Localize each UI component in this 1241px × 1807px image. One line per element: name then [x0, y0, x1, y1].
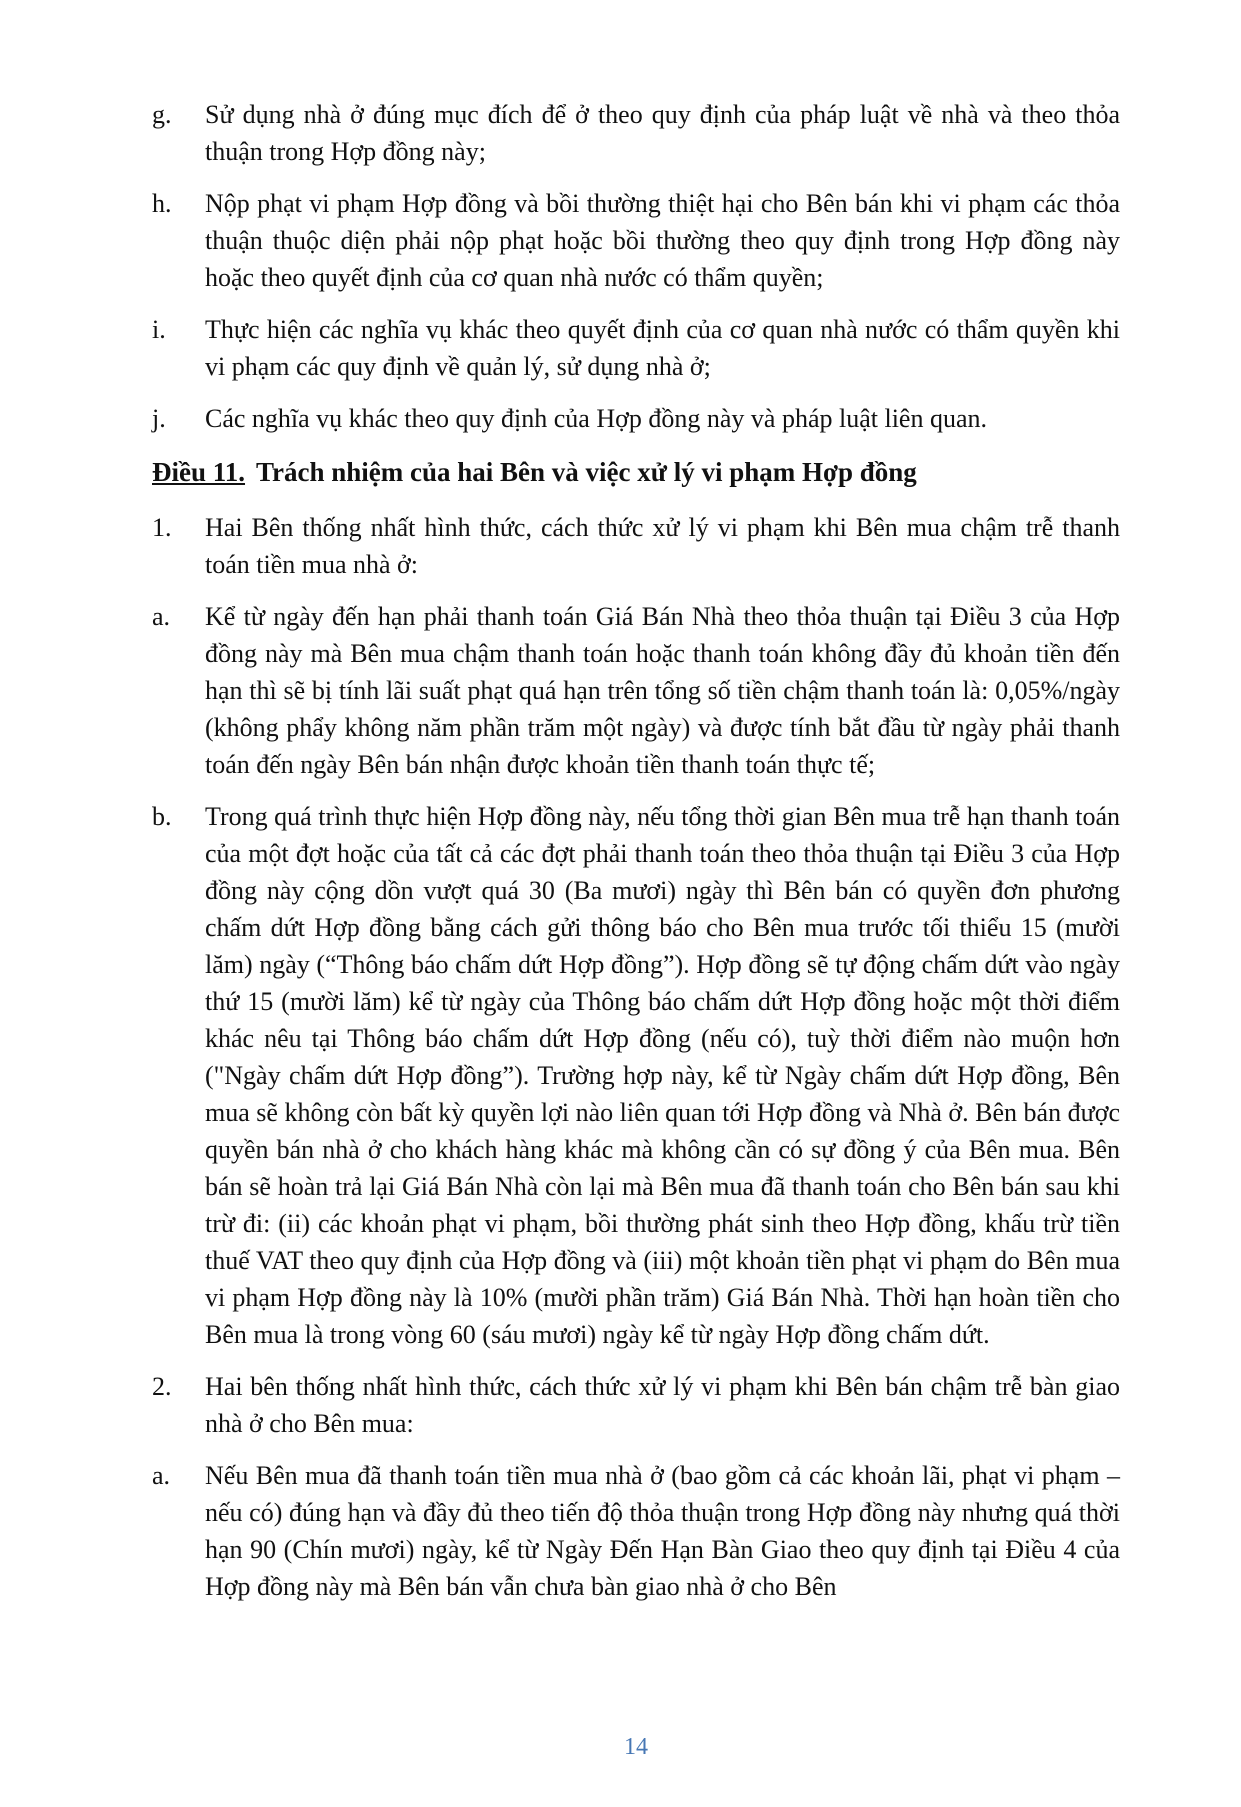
list-item-i	[152, 311, 1120, 385]
list-item-text: Hai Bên thống nhất hình thức, cách thức xử lý vi phạm khi Bên mua chậm trễ thanh toán tiền mua nhà ở:	[205, 513, 1120, 579]
list-item-g	[152, 96, 1120, 170]
list-marker: j.	[152, 404, 166, 433]
list-item-2a	[152, 1457, 1120, 1605]
page-footer	[152, 1732, 1120, 1762]
article-heading-title: Trách nhiệm của hai Bên và việc xử lý vi phạm Hợp đồng	[256, 457, 917, 487]
list-item-text: Nộp phạt vi phạm Hợp đồng và bồi thường thiệt hại cho Bên bán khi vi phạm các thỏa thuận thuộc diện phải nộp phạt hoặc bồi thường theo quy định trong Hợp đồng này hoặc theo quyết định của cơ quan nhà nước có thẩm quyền;	[205, 189, 1120, 292]
list-marker: h.	[152, 189, 172, 218]
list-item-text: Kể từ ngày đến hạn phải thanh toán Giá Bán Nhà theo thỏa thuận tại Điều 3 của Hợp đồng này mà Bên mua chậm thanh toán hoặc thanh toán không đầy đủ khoản tiền đến hạn thì sẽ bị tính lãi suất phạt quá hạn trên tổng số tiền chậm thanh toán là: 0,05%/ngày (không phẩy không năm phần trăm một ngày) và được tính bắt đầu từ ngày phải thanh toán đến ngày Bên bán nhận được khoản tiền thanh toán thực tế;	[205, 602, 1120, 779]
list-item-text: Các nghĩa vụ khác theo quy định của Hợp đồng này và pháp luật liên quan.	[205, 404, 987, 433]
list-item-h	[152, 185, 1120, 296]
list-item-1b	[152, 798, 1120, 1353]
list-item-text: Sử dụng nhà ở đúng mục đích để ở theo quy định của pháp luật về nhà và theo thỏa thuận trong Hợp đồng này;	[205, 100, 1120, 166]
list-marker: b.	[152, 802, 172, 831]
list-item-text: Thực hiện các nghĩa vụ khác theo quyết định của cơ quan nhà nước có thẩm quyền khi vi phạm các quy định về quản lý, sử dụng nhà ở;	[205, 315, 1120, 381]
list-item-text: Trong quá trình thực hiện Hợp đồng này, nếu tổng thời gian Bên mua trễ hạn thanh toán của một đợt hoặc của tất cả các đợt phải thanh toán theo thỏa thuận tại Điều 3 của Hợp đồng này cộng dồn vượt quá 30 (Ba mươi) ngày thì Bên bán có quyền đơn phương chấm dứt Hợp đồng bằng cách gửi thông báo cho Bên mua trước tối thiểu 15 (mười lăm) ngày (“Thông báo chấm dứt Hợp đồng”). Hợp đồng sẽ tự động chấm dứt vào ngày thứ 15 (mười lăm) kể từ ngày của Thông báo chấm dứt Hợp đồng hoặc một thời điểm khác nêu tại Thông báo chấm dứt Hợp đồng (nếu có), tuỳ thời điểm nào muộn hơn ("Ngày chấm dứt Hợp đồng”). Trường hợp này, kể từ Ngày chấm dứt Hợp đồng, Bên mua sẽ không còn bất kỳ quyền lợi nào liên quan tới Hợp đồng và Nhà ở. Bên bán được quyền bán nhà ở cho khách hàng khác mà không cần có sự đồng ý của Bên mua. Bên bán sẽ hoàn trả lại Giá Bán Nhà còn lại mà Bên mua đã thanh toán cho Bên bán sau khi trừ đi: (ii) các khoản phạt vi phạm, bồi thường phát sinh theo Hợp đồng, khấu trừ tiền thuế VAT theo quy định của Hợp đồng và (iii) một khoản tiền phạt vi phạm do Bên mua vi phạm Hợp đồng này là 10% (mười phần trăm) Giá Bán Nhà. Thời hạn hoàn tiền cho Bên mua là trong vòng 60 (sáu mươi) ngày kể từ ngày Hợp đồng chấm dứt.	[205, 802, 1120, 1349]
list-marker: g.	[152, 100, 172, 129]
numbered-item-2	[152, 1368, 1120, 1442]
article-heading-label: Điều 11.	[152, 457, 246, 487]
list-item-j	[152, 400, 1120, 437]
article-heading	[152, 452, 1120, 492]
list-item-1a	[152, 598, 1120, 783]
list-marker: i.	[152, 315, 166, 344]
document-content	[152, 96, 1120, 1620]
list-item-text: Nếu Bên mua đã thanh toán tiền mua nhà ở (bao gồm cả các khoản lãi, phạt vi phạm – nếu có) đúng hạn và đầy đủ theo tiến độ thỏa thuận trong Hợp đồng này nhưng quá thời hạn 90 (Chín mươi) ngày, kể từ Ngày Đến Hạn Bàn Giao theo quy định tại Điều 4 của Hợp đồng này mà Bên bán vẫn chưa bàn giao nhà ở cho Bên	[205, 1461, 1120, 1601]
numbered-item-1	[152, 509, 1120, 583]
list-marker: a.	[152, 602, 171, 631]
list-marker: a.	[152, 1461, 171, 1490]
list-marker: 2.	[152, 1372, 172, 1401]
list-item-text: Hai bên thống nhất hình thức, cách thức xử lý vi phạm khi Bên bán chậm trễ bàn giao nhà ở cho Bên mua:	[205, 1372, 1120, 1438]
page-number: 14	[624, 1734, 648, 1760]
list-marker: 1.	[152, 513, 172, 542]
